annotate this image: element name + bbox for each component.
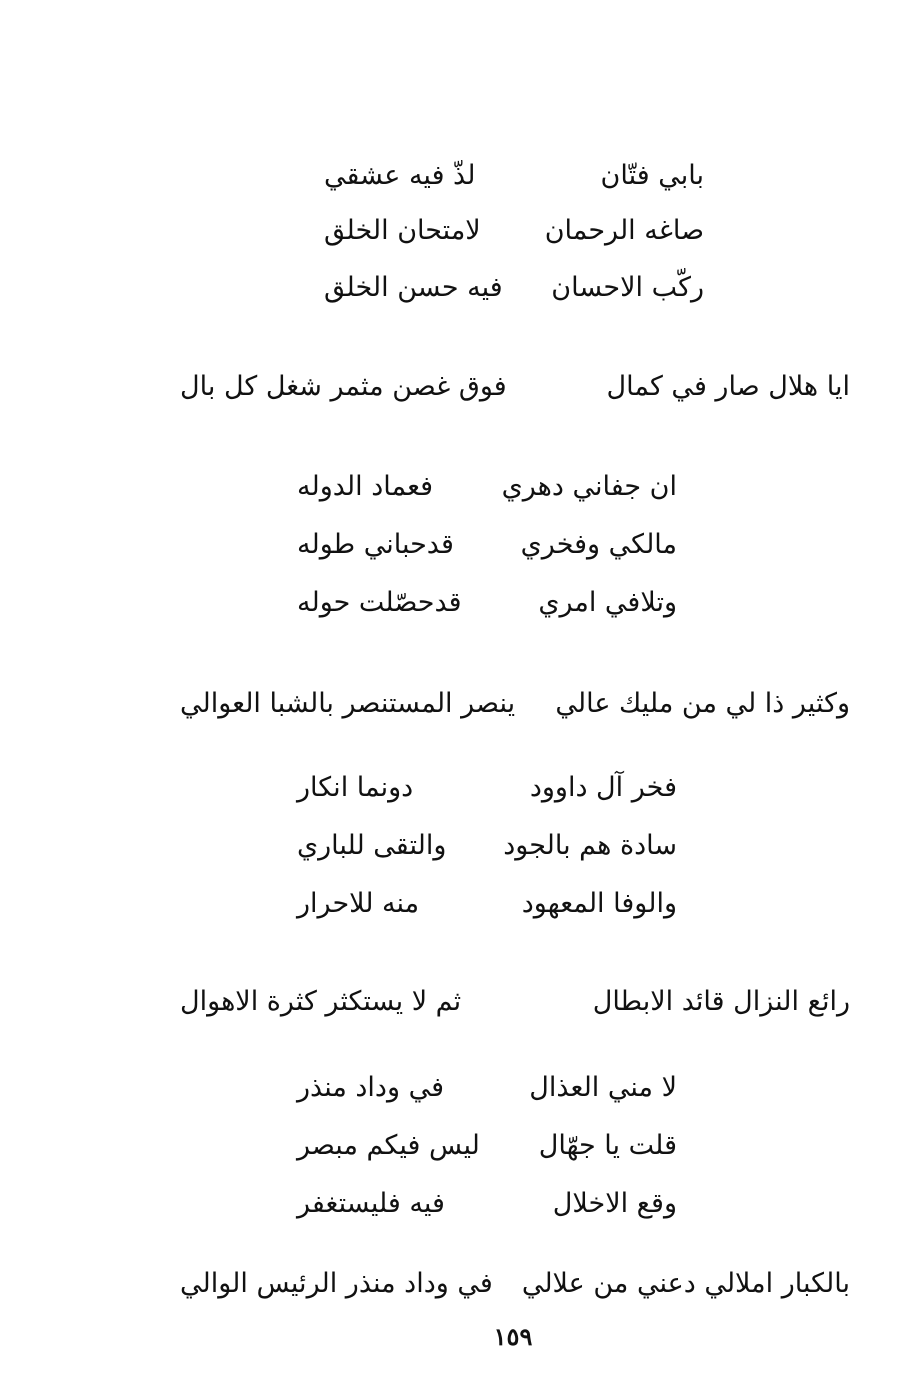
verse-line — [324, 268, 704, 308]
verse-line-long — [180, 982, 850, 1022]
verse-line — [297, 525, 677, 565]
hemistich-right: قلت يا جهّال — [538, 1130, 677, 1161]
hemistich-right: لا مني العذال — [529, 1072, 677, 1103]
verse-line — [297, 826, 677, 866]
hemistich-left: في وداد منذر الرئيس الوالي — [180, 1268, 493, 1299]
verse-line-long — [180, 367, 850, 407]
hemistich-left: لامتحان الخلق — [324, 215, 481, 246]
verse-line — [297, 1184, 677, 1224]
hemistich-left: ليس فيكم مبصر — [297, 1130, 480, 1161]
hemistich-left: فوق غصن مثمر شغل كل بال — [180, 371, 507, 402]
hemistich-right: فخر آل داوود — [529, 772, 677, 803]
hemistich-right: رائع النزال قائد الابطال — [592, 986, 850, 1017]
verse-line — [297, 1126, 677, 1166]
hemistich-right: بالكبار املالي دعني من علالي — [521, 1268, 850, 1299]
verse-line — [324, 211, 704, 251]
hemistich-right: وكثير ذا لي من مليك عالي — [555, 688, 850, 719]
verse-line-long — [180, 684, 850, 724]
verse-line — [297, 467, 677, 507]
hemistich-left: والتقى للباري — [297, 830, 447, 861]
verse-line — [297, 1068, 677, 1108]
hemistich-right: ركّب الاحسان — [551, 272, 704, 303]
hemistich-right: وتلافي امري — [538, 587, 677, 618]
hemistich-right: وقع الاخلال — [552, 1188, 677, 1219]
verse-line — [297, 583, 677, 623]
hemistich-left: فيه فليستغفر — [297, 1188, 445, 1219]
hemistich-left: قدحصّلت حوله — [297, 587, 462, 618]
verse-line — [324, 156, 704, 196]
hemistich-left: ينصر المستنصر بالشبا العوالي — [180, 688, 516, 719]
verse-line — [297, 884, 677, 924]
hemistich-right: ايا هلال صار في كمال — [606, 371, 850, 402]
hemistich-right: سادة هم بالجود — [503, 830, 677, 861]
hemistich-right: مالكي وفخري — [520, 529, 677, 560]
verse-line-long — [180, 1264, 850, 1304]
hemistich-left: فعماد الدوله — [297, 471, 434, 502]
hemistich-left: قدحباني طوله — [297, 529, 454, 560]
hemistich-left: ثم لا يستكثر كثرة الاهوال — [180, 986, 462, 1017]
hemistich-left: فيه حسن الخلق — [324, 272, 503, 303]
hemistich-right: والوفا المعهود — [521, 888, 677, 919]
hemistich-left: دونما انكار — [297, 772, 414, 803]
page-number: ١٥٩ — [493, 1322, 533, 1351]
hemistich-right: ان جفاني دهري — [501, 471, 677, 502]
verse-line — [297, 768, 677, 808]
hemistich-right: صاغه الرحمان — [544, 215, 704, 246]
hemistich-right: بابي فتّان — [600, 160, 704, 191]
hemistich-left: منه للاحرار — [297, 888, 420, 919]
hemistich-left: لذّ فيه عشقي — [324, 160, 476, 191]
hemistich-left: في وداد منذر — [297, 1072, 444, 1103]
